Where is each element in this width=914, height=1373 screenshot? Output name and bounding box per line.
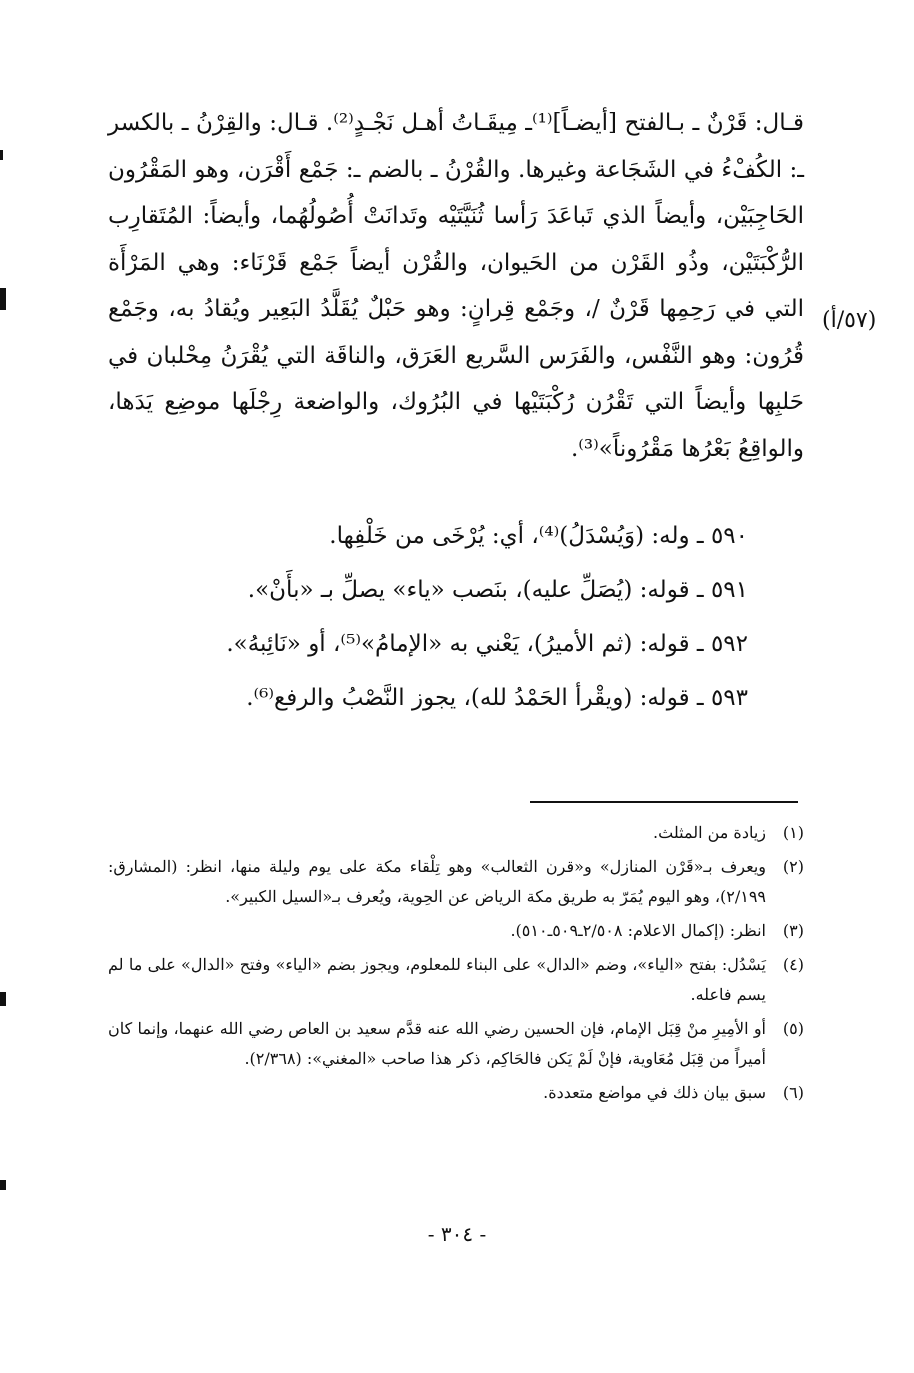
main-paragraph-block xyxy=(108,100,804,472)
main-paragraph: قـال: قَرْنٌ ـ بـالفتح [أيضـاً]⁽¹⁾ـ مِيقَـاتُ أهـل نَجْـدٍ⁽²⁾. قـال: والقِرْنُ ـ بالكسر ـ: الكُفْءُ في الشَجَاعة وغيرها. والقُرْنُ ـ بالضم ـ: جَمْع أَقْرَن، وهو المَقْرُون الحَاجِبَيْن، وأيضاً الذي تَباعَدَ رَأسا ثُنَيَّتَيْه وتَدانَتْ أُصُولُهُما، وأيضاً: المُتَقارِب الرُّكْبَتَيْن، وذُو القَرْن من الحَيوان، والقُرْن أيضاً جَمْع قَرْنَاء: وهي المَرْأَة التي في رَحِمِها قَرْنٌ /، وجَمْع قِرانٍ: وهو حَبْلٌ يُقَلَّدُ البَعِير ويُقادُ به، وجَمْع قُرُون: وهو النَّفْس، والفَرَس السَّريع العَرَق، والناقَة التي يُقْرَنُ مِحْلبان في حَلبِها وأيضاً التي تَقْرُن رُكْبَتَيْها في البُرُوك، والواضعة رِجْلَها موضِع يَدَها، والواقِعُ بَعْرُها مَقْرُوناً»⁽³⁾. xyxy=(108,110,804,462)
footnote-text: ويعرف بـ«قَرْن المنازل» و«قرن الثعالب» وهو تِلْقاء مكة على يوم وليلة منها، انظر: (المشارق: ٢/١٩٩)، وهو اليوم يُمَرّ به طريق مكة الرياض عن الحِوية، ويُعرف بـ«السيل الكبير». xyxy=(108,857,766,906)
footnote-separator xyxy=(530,801,798,803)
scan-edge-mark xyxy=(0,288,6,310)
numbered-item: ٥٩٠ ـ وله: (وَيُسْدَلُ)⁽⁴⁾، أي: يُرْخَى من خَلْفِها. xyxy=(329,523,748,549)
footnote-text: انظر: (إكمال الاعلام: ٢/٥٠٨ـ٥٠٩ـ٥١٠). xyxy=(510,921,766,940)
footnote-number: (١) xyxy=(782,823,804,842)
scan-edge-mark xyxy=(0,1180,6,1190)
footnote-number: (٥) xyxy=(782,1019,804,1038)
footnote-text: أو الأمِيرِ منْ قِبَل الإمام، فإن الحسين رضي الله عنه قدَّم سعيد بن العاص رضي الله عنهما، وإنما كان أميراً من قِبَل مُعَاوية، فإنْ لَمْ يَكن فالحَاكِم، ذكر هذا صاحب «المغني»: (٢/٣٦٨). xyxy=(108,1019,766,1068)
footnote-text: زيادة من المثلث. xyxy=(653,823,766,842)
footnote xyxy=(108,950,804,1010)
scan-edge-mark xyxy=(0,992,6,1006)
folio-marker: (٥٧/أ) xyxy=(822,308,877,333)
numbered-item: ٥٩١ ـ قوله: (يُصَلِّ عليه)، بنَصب «ياء» يصلِّ بـ «بأَنْ». xyxy=(247,577,748,603)
scan-edge-mark xyxy=(0,150,3,160)
page-number: - ٣٠٤ - xyxy=(427,1222,487,1246)
footnote-number: (٦) xyxy=(782,1083,804,1102)
footnotes xyxy=(108,818,804,1112)
footnote xyxy=(108,916,804,946)
footnote-number: (٣) xyxy=(782,921,804,940)
footnote-number: (٤) xyxy=(782,955,804,974)
footnote xyxy=(108,1078,804,1108)
footnote-number: (٢) xyxy=(782,857,804,876)
footnote-text: سبق بيان ذلك في مواضع متعددة. xyxy=(543,1083,766,1102)
footnote-text: يَسْدُل: بفتح «الياء»، وضم «الدال» على البناء للمعلوم، ويجوز بضم «الياء» وفتح «الدال» على ما لم يسم فاعله. xyxy=(108,955,766,1004)
numbered-item: ٥٩٢ ـ قوله: (ثم الأميرُ)، يَعْني به «الإمامُ»⁽⁵⁾، أو «نَائِبهُ». xyxy=(226,631,748,657)
numbered-items xyxy=(108,514,748,730)
footnote xyxy=(108,852,804,912)
footnote xyxy=(108,1014,804,1074)
footnote xyxy=(108,818,804,848)
numbered-item: ٥٩٣ ـ قوله: (ويقْرأ الحَمْدُ لله)، يجوز النَّصْبُ والرفع⁽⁶⁾. xyxy=(246,685,748,711)
